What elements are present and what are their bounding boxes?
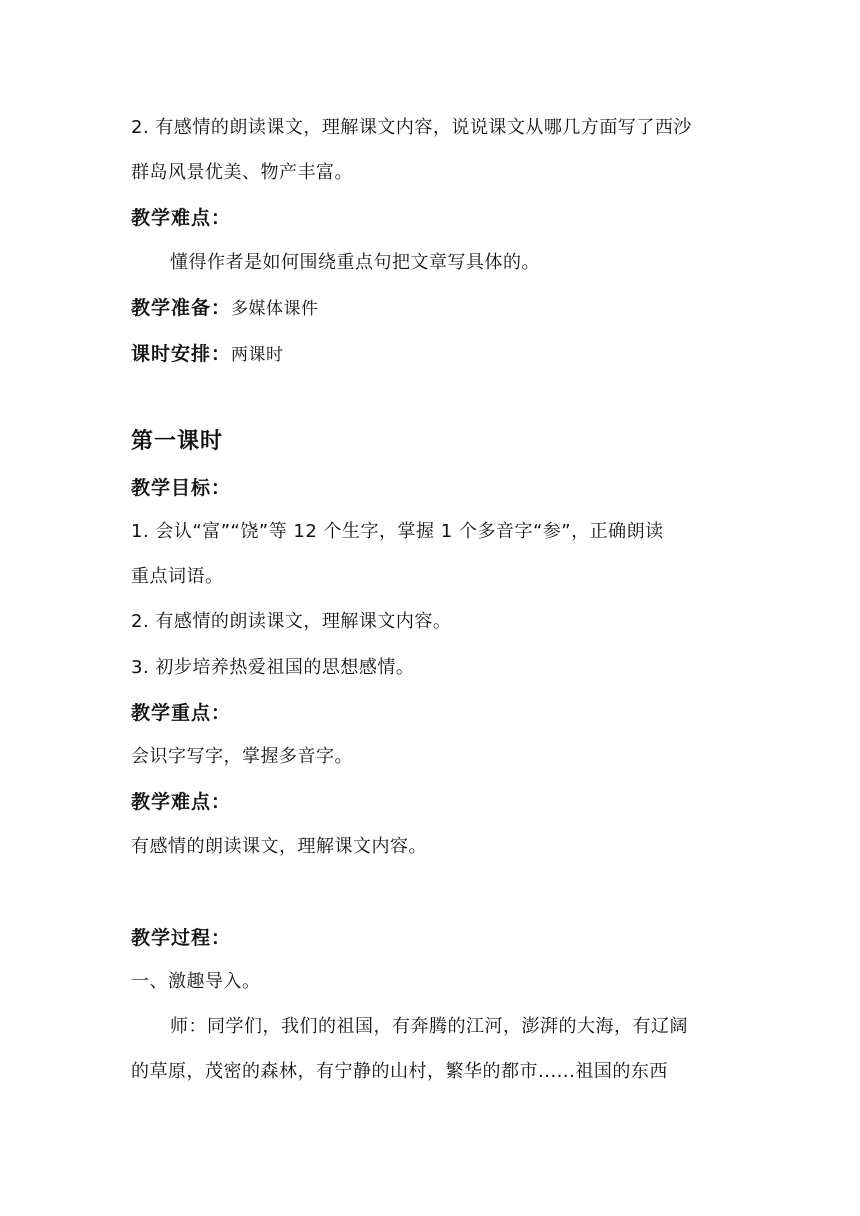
objective-2: 2. 有感情的朗读课文，理解课文内容。 bbox=[131, 611, 452, 632]
difficulty-heading: 教学难点： bbox=[131, 207, 232, 229]
objective-3: 3. 初步培养热爱祖国的思想感情。 bbox=[131, 657, 415, 678]
difficulty-2-text: 有感情的朗读课文，理解课文内容。 bbox=[131, 836, 427, 857]
step-1: 一、激趣导入。 bbox=[131, 971, 261, 992]
prep-row bbox=[131, 295, 731, 322]
objective-1-line-2: 重点词语。 bbox=[131, 566, 224, 587]
schedule-label: 课时安排： bbox=[131, 343, 232, 365]
schedule-row bbox=[131, 341, 731, 368]
objective-1-line-1: 1. 会认“富”“饶”等 12 个生字，掌握 1 个多音字“参”，正确朗读 bbox=[131, 521, 664, 542]
goal-2-line-2: 群岛风景优美、物产丰富。 bbox=[131, 162, 353, 183]
paragraph-1-line-1: 师：同学们，我们的祖国，有奔腾的江河，澎湃的大海，有辽阔 bbox=[170, 1016, 688, 1037]
goal-2-line-1: 2. 有感情的朗读课文，理解课文内容，说说课文从哪几方面写了西沙 bbox=[131, 117, 692, 138]
prep-value: 多媒体课件 bbox=[231, 299, 319, 319]
objectives-heading: 教学目标： bbox=[131, 477, 232, 499]
difficulty-text: 懂得作者是如何围绕重点句把文章写具体的。 bbox=[170, 252, 540, 273]
key-points-heading: 教学重点： bbox=[131, 702, 232, 724]
difficulty-2-heading: 教学难点： bbox=[131, 791, 232, 813]
paragraph-1-line-2: 的草原，茂密的森林，有宁静的山村，繁华的都市......祖国的东西 bbox=[131, 1061, 668, 1082]
process-heading: 教学过程： bbox=[131, 927, 232, 949]
key-points-text: 会识字写字，掌握多音字。 bbox=[131, 746, 353, 767]
lesson-1-title: 第一课时 bbox=[131, 429, 224, 454]
schedule-value: 两课时 bbox=[231, 345, 284, 365]
prep-label: 教学准备： bbox=[131, 297, 232, 319]
